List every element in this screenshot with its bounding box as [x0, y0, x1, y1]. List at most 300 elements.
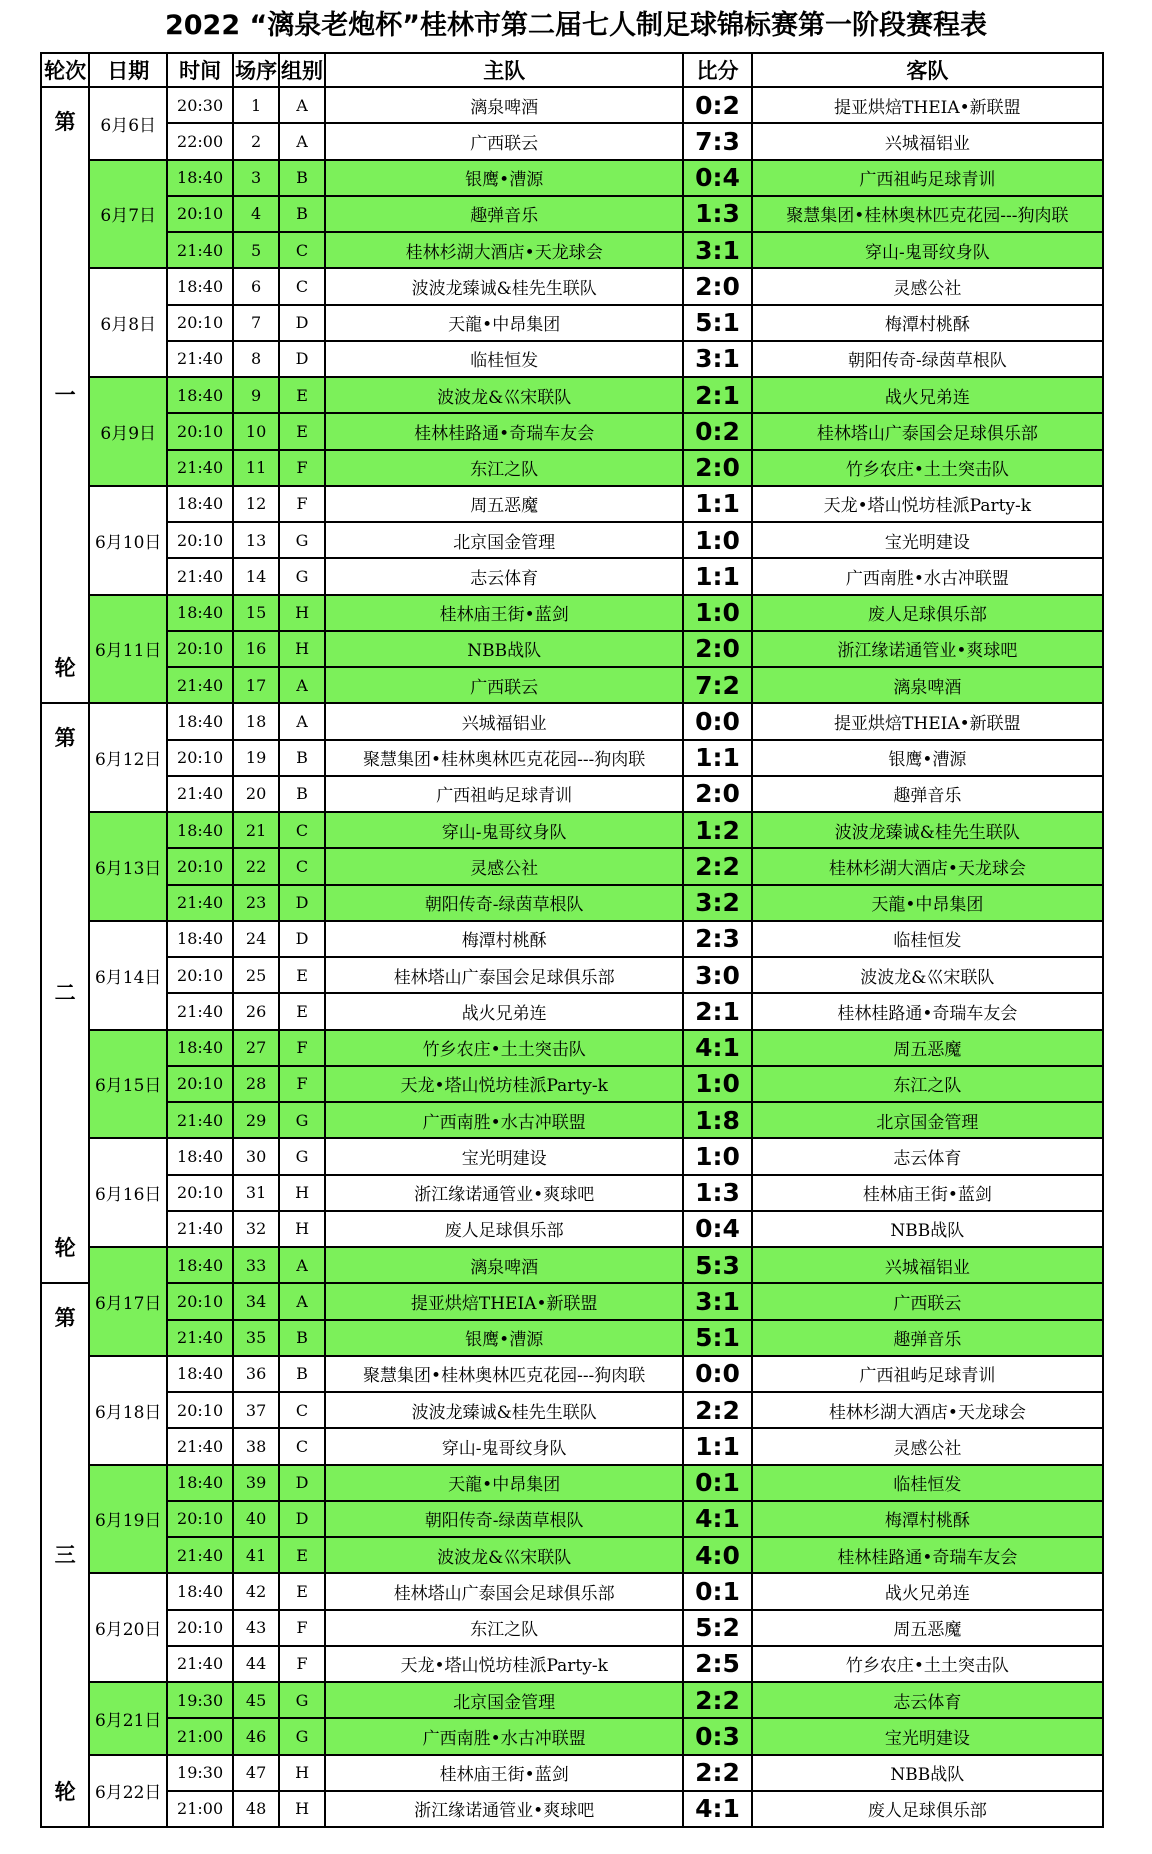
group-cell: B: [279, 740, 325, 776]
away-team-cell: 临桂恒发: [752, 1465, 1103, 1501]
time-cell: 20:10: [167, 522, 233, 558]
match-no-cell: 13: [233, 522, 279, 558]
away-team-cell: 趣弹音乐: [752, 776, 1103, 812]
home-team-cell: 银鹰•漕源: [325, 1320, 683, 1356]
score-cell: 1:3: [683, 1175, 751, 1211]
match-no-cell: 47: [233, 1755, 279, 1791]
match-no-cell: 40: [233, 1501, 279, 1537]
away-team-cell: 废人足球俱乐部: [752, 1791, 1103, 1827]
round-label: [42, 88, 88, 700]
match-no-cell: 11: [233, 450, 279, 486]
time-cell: 20:10: [167, 413, 233, 449]
home-team-cell: 东江之队: [325, 450, 683, 486]
away-team-cell: 穿山-鬼哥纹身队: [752, 232, 1103, 268]
match-row: [41, 957, 1103, 993]
time-cell: 20:10: [167, 631, 233, 667]
group-cell: F: [279, 1610, 325, 1646]
date-cell: 6月17日: [89, 1247, 167, 1356]
score-cell: 2:1: [683, 993, 751, 1029]
score-cell: 4:1: [683, 1501, 751, 1537]
group-cell: G: [279, 1718, 325, 1754]
group-cell: D: [279, 1465, 325, 1501]
round-char: 第: [54, 110, 76, 134]
match-no-cell: 46: [233, 1718, 279, 1754]
time-cell: 18:40: [167, 703, 233, 739]
home-team-cell: 广西联云: [325, 123, 683, 159]
away-team-cell: 广西南胜•水古冲联盟: [752, 558, 1103, 594]
group-cell: H: [279, 1755, 325, 1791]
match-no-cell: 31: [233, 1175, 279, 1211]
date-cell: 6月10日: [89, 486, 167, 595]
home-team-cell: 周五恶魔: [325, 486, 683, 522]
score-cell: 3:1: [683, 1283, 751, 1319]
away-team-cell: 提亚烘焙THEIA•新联盟: [752, 703, 1103, 739]
home-team-cell: 波波龙&巛宋联队: [325, 377, 683, 413]
group-cell: H: [279, 1791, 325, 1827]
score-cell: 0:2: [683, 87, 751, 123]
match-row: [41, 595, 1103, 631]
group-cell: H: [279, 631, 325, 667]
header-round: 轮次: [41, 53, 89, 87]
round-char: 三: [54, 1543, 76, 1568]
match-no-cell: 43: [233, 1610, 279, 1646]
home-team-cell: 灵感公社: [325, 848, 683, 884]
home-team-cell: 广西南胜•水古冲联盟: [325, 1102, 683, 1138]
time-cell: 18:40: [167, 1138, 233, 1174]
match-row: [41, 123, 1103, 159]
score-cell: 2:2: [683, 848, 751, 884]
match-row: [41, 740, 1103, 776]
match-row: [41, 1102, 1103, 1138]
match-no-cell: 34: [233, 1283, 279, 1319]
score-cell: 3:2: [683, 885, 751, 921]
group-cell: B: [279, 776, 325, 812]
score-cell: 1:1: [683, 486, 751, 522]
home-team-cell: 战火兄弟连: [325, 993, 683, 1029]
date-cell: 6月18日: [89, 1356, 167, 1465]
away-team-cell: 桂林杉湖大酒店•天龙球会: [752, 1392, 1103, 1428]
match-no-cell: 30: [233, 1138, 279, 1174]
date-cell: 6月8日: [89, 268, 167, 377]
round-cell: [41, 1283, 89, 1827]
group-cell: D: [279, 885, 325, 921]
match-row: [41, 558, 1103, 594]
away-team-cell: 桂林桂路通•奇瑞车友会: [752, 993, 1103, 1029]
score-cell: 3:1: [683, 341, 751, 377]
date-cell: 6月12日: [89, 703, 167, 812]
date-cell: 6月22日: [89, 1755, 167, 1828]
time-cell: 19:30: [167, 1682, 233, 1718]
score-cell: 1:0: [683, 1066, 751, 1102]
match-row: [41, 631, 1103, 667]
time-cell: 20:10: [167, 1283, 233, 1319]
away-team-cell: 梅潭村桃酥: [752, 305, 1103, 341]
score-cell: 2:0: [683, 776, 751, 812]
match-no-cell: 4: [233, 196, 279, 232]
score-cell: 1:8: [683, 1102, 751, 1138]
away-team-cell: 天龙•塔山悦坊桂派Party-k: [752, 486, 1103, 522]
away-team-cell: 竹乡农庄•土土突击队: [752, 450, 1103, 486]
score-cell: 7:2: [683, 667, 751, 703]
match-no-cell: 7: [233, 305, 279, 341]
time-cell: 18:40: [167, 486, 233, 522]
time-cell: 18:40: [167, 160, 233, 196]
away-team-cell: 周五恶魔: [752, 1610, 1103, 1646]
group-cell: F: [279, 450, 325, 486]
match-row: [41, 377, 1103, 413]
time-cell: 21:40: [167, 1211, 233, 1247]
group-cell: D: [279, 305, 325, 341]
group-cell: C: [279, 1428, 325, 1464]
schedule-table: [40, 52, 1104, 1828]
match-row: [41, 703, 1103, 739]
match-row: [41, 1247, 1103, 1283]
match-row: [41, 1138, 1103, 1174]
score-cell: 5:2: [683, 1610, 751, 1646]
group-cell: H: [279, 1175, 325, 1211]
score-cell: 2:1: [683, 377, 751, 413]
group-cell: B: [279, 1320, 325, 1356]
time-cell: 22:00: [167, 123, 233, 159]
match-row: [41, 1428, 1103, 1464]
match-no-cell: 16: [233, 631, 279, 667]
time-cell: 21:40: [167, 558, 233, 594]
score-cell: 2:2: [683, 1682, 751, 1718]
match-no-cell: 28: [233, 1066, 279, 1102]
header-time: 时间: [167, 53, 233, 87]
home-team-cell: 宝光明建设: [325, 1138, 683, 1174]
schedule-body: [41, 87, 1103, 1827]
home-team-cell: 波波龙臻诚&桂先生联队: [325, 1392, 683, 1428]
round-char: 第: [54, 1306, 76, 1331]
score-cell: 3:0: [683, 957, 751, 993]
time-cell: 18:40: [167, 377, 233, 413]
match-row: [41, 450, 1103, 486]
away-team-cell: 波波龙臻诚&桂先生联队: [752, 812, 1103, 848]
away-team-cell: 志云体育: [752, 1138, 1103, 1174]
group-cell: E: [279, 957, 325, 993]
time-cell: 21:40: [167, 667, 233, 703]
home-team-cell: 桂林庙王街•蓝剑: [325, 595, 683, 631]
group-cell: F: [279, 1066, 325, 1102]
date-cell: 6月15日: [89, 1030, 167, 1139]
away-team-cell: 桂林塔山广泰国会足球俱乐部: [752, 413, 1103, 449]
time-cell: 20:10: [167, 196, 233, 232]
away-team-cell: 浙江缘诺通管业•爽球吧: [752, 631, 1103, 667]
group-cell: G: [279, 1682, 325, 1718]
group-cell: G: [279, 522, 325, 558]
time-cell: 21:40: [167, 776, 233, 812]
away-team-cell: 宝光明建设: [752, 1718, 1103, 1754]
home-team-cell: 天龙•塔山悦坊桂派Party-k: [325, 1646, 683, 1682]
match-row: [41, 486, 1103, 522]
time-cell: 20:10: [167, 1175, 233, 1211]
score-cell: 0:4: [683, 1211, 751, 1247]
away-team-cell: 梅潭村桃酥: [752, 1501, 1103, 1537]
away-team-cell: 周五恶魔: [752, 1030, 1103, 1066]
time-cell: 21:40: [167, 1646, 233, 1682]
score-cell: 2:3: [683, 921, 751, 957]
away-team-cell: NBB战队: [752, 1755, 1103, 1791]
home-team-cell: 聚慧集团•桂林奥林匹克花园---狗肉联: [325, 1356, 683, 1392]
group-cell: E: [279, 1537, 325, 1573]
round-char: 轮: [54, 1236, 76, 1261]
home-team-cell: 广西祖屿足球青训: [325, 776, 683, 812]
match-no-cell: 8: [233, 341, 279, 377]
home-team-cell: 桂林塔山广泰国会足球俱乐部: [325, 1573, 683, 1609]
time-cell: 18:40: [167, 921, 233, 957]
match-no-cell: 18: [233, 703, 279, 739]
score-cell: 1:2: [683, 812, 751, 848]
home-team-cell: 朝阳传奇-绿茵草根队: [325, 885, 683, 921]
group-cell: B: [279, 1356, 325, 1392]
time-cell: 21:40: [167, 993, 233, 1029]
round-char: 一: [54, 383, 76, 408]
time-cell: 18:40: [167, 812, 233, 848]
score-cell: 2:0: [683, 450, 751, 486]
match-no-cell: 38: [233, 1428, 279, 1464]
round-char: 轮: [54, 1780, 76, 1804]
home-team-cell: 漓泉啤酒: [325, 1247, 683, 1283]
score-cell: 7:3: [683, 123, 751, 159]
score-cell: 1:1: [683, 740, 751, 776]
score-cell: 0:3: [683, 1718, 751, 1754]
group-cell: C: [279, 848, 325, 884]
match-row: [41, 776, 1103, 812]
match-no-cell: 39: [233, 1465, 279, 1501]
away-team-cell: 东江之队: [752, 1066, 1103, 1102]
match-row: [41, 885, 1103, 921]
match-no-cell: 32: [233, 1211, 279, 1247]
header-date: 日期: [89, 53, 167, 87]
header-group: 组别: [279, 53, 325, 87]
match-row: [41, 1283, 1103, 1319]
home-team-cell: 浙江缘诺通管业•爽球吧: [325, 1175, 683, 1211]
time-cell: 21:00: [167, 1718, 233, 1754]
home-team-cell: 聚慧集团•桂林奥林匹克花园---狗肉联: [325, 740, 683, 776]
time-cell: 20:10: [167, 1610, 233, 1646]
score-cell: 5:1: [683, 305, 751, 341]
date-cell: 6月16日: [89, 1138, 167, 1247]
match-no-cell: 6: [233, 268, 279, 304]
home-team-cell: 穿山-鬼哥纹身队: [325, 1428, 683, 1464]
group-cell: H: [279, 595, 325, 631]
match-no-cell: 27: [233, 1030, 279, 1066]
group-cell: A: [279, 1247, 325, 1283]
match-row: [41, 848, 1103, 884]
date-cell: 6月13日: [89, 812, 167, 921]
time-cell: 20:10: [167, 1501, 233, 1537]
match-row: [41, 196, 1103, 232]
home-team-cell: 北京国金管理: [325, 1682, 683, 1718]
match-row: [41, 1610, 1103, 1646]
match-row: [41, 1682, 1103, 1718]
match-row: [41, 1755, 1103, 1791]
group-cell: B: [279, 196, 325, 232]
group-cell: H: [279, 1211, 325, 1247]
group-cell: C: [279, 1392, 325, 1428]
match-no-cell: 36: [233, 1356, 279, 1392]
match-no-cell: 20: [233, 776, 279, 812]
score-cell: 5:3: [683, 1247, 751, 1283]
match-row: [41, 1501, 1103, 1537]
home-team-cell: 广西南胜•水古冲联盟: [325, 1718, 683, 1754]
match-no-cell: 3: [233, 160, 279, 196]
score-cell: 2:5: [683, 1646, 751, 1682]
time-cell: 18:40: [167, 268, 233, 304]
header-match-no: 场序: [233, 53, 279, 87]
time-cell: 21:40: [167, 341, 233, 377]
date-cell: 6月9日: [89, 377, 167, 486]
match-row: [41, 921, 1103, 957]
group-cell: D: [279, 1501, 325, 1537]
round-label: [42, 1284, 88, 1824]
score-cell: 0:4: [683, 160, 751, 196]
away-team-cell: 聚慧集团•桂林奥林匹克花园---狗肉联: [752, 196, 1103, 232]
match-no-cell: 44: [233, 1646, 279, 1682]
away-team-cell: 桂林桂路通•奇瑞车友会: [752, 1537, 1103, 1573]
match-row: [41, 522, 1103, 558]
match-row: [41, 305, 1103, 341]
home-team-cell: 银鹰•漕源: [325, 160, 683, 196]
match-row: [41, 1066, 1103, 1102]
group-cell: E: [279, 1573, 325, 1609]
group-cell: G: [279, 558, 325, 594]
header-row: [41, 53, 1103, 87]
group-cell: A: [279, 87, 325, 123]
time-cell: 18:40: [167, 1465, 233, 1501]
home-team-cell: 浙江缘诺通管业•爽球吧: [325, 1791, 683, 1827]
time-cell: 21:40: [167, 1428, 233, 1464]
home-team-cell: 桂林杉湖大酒店•天龙球会: [325, 232, 683, 268]
match-no-cell: 9: [233, 377, 279, 413]
group-cell: C: [279, 812, 325, 848]
match-row: [41, 1356, 1103, 1392]
group-cell: G: [279, 1138, 325, 1174]
group-cell: E: [279, 993, 325, 1029]
match-row: [41, 667, 1103, 703]
match-no-cell: 24: [233, 921, 279, 957]
round-cell: [41, 87, 89, 703]
date-cell: 6月19日: [89, 1465, 167, 1574]
home-team-cell: 东江之队: [325, 1610, 683, 1646]
match-no-cell: 35: [233, 1320, 279, 1356]
match-no-cell: 48: [233, 1791, 279, 1827]
header-away-team: 客队: [752, 53, 1103, 87]
page-title: 2022 “漓泉老炮杯”桂林市第二届七人制足球锦标赛第一阶段赛程表: [164, 10, 988, 41]
time-cell: 20:10: [167, 740, 233, 776]
group-cell: A: [279, 1283, 325, 1319]
score-cell: 0:0: [683, 703, 751, 739]
time-cell: 21:40: [167, 232, 233, 268]
time-cell: 20:30: [167, 87, 233, 123]
date-cell: 6月6日: [89, 87, 167, 160]
away-team-cell: 战火兄弟连: [752, 377, 1103, 413]
home-team-cell: 兴城福铝业: [325, 703, 683, 739]
score-cell: 4:1: [683, 1791, 751, 1827]
match-no-cell: 17: [233, 667, 279, 703]
home-team-cell: 桂林桂路通•奇瑞车友会: [325, 413, 683, 449]
away-team-cell: 广西祖屿足球青训: [752, 160, 1103, 196]
group-cell: E: [279, 413, 325, 449]
away-team-cell: 宝光明建设: [752, 522, 1103, 558]
match-row: [41, 1392, 1103, 1428]
score-cell: 2:0: [683, 631, 751, 667]
home-team-cell: 志云体育: [325, 558, 683, 594]
away-team-cell: 战火兄弟连: [752, 1573, 1103, 1609]
time-cell: 18:40: [167, 1030, 233, 1066]
time-cell: 21:40: [167, 885, 233, 921]
away-team-cell: 波波龙&巛宋联队: [752, 957, 1103, 993]
match-no-cell: 26: [233, 993, 279, 1029]
away-team-cell: 灵感公社: [752, 268, 1103, 304]
date-cell: 6月11日: [89, 595, 167, 704]
group-cell: F: [279, 486, 325, 522]
home-team-cell: 北京国金管理: [325, 522, 683, 558]
round-char: 第: [54, 726, 76, 751]
match-row: [41, 1573, 1103, 1609]
match-no-cell: 14: [233, 558, 279, 594]
date-cell: 6月21日: [89, 1682, 167, 1755]
away-team-cell: 兴城福铝业: [752, 123, 1103, 159]
time-cell: 21:00: [167, 1791, 233, 1827]
match-row: [41, 1465, 1103, 1501]
score-cell: 1:3: [683, 196, 751, 232]
score-cell: 1:0: [683, 1138, 751, 1174]
match-row: [41, 812, 1103, 848]
away-team-cell: 广西联云: [752, 1283, 1103, 1319]
group-cell: G: [279, 1102, 325, 1138]
away-team-cell: 兴城福铝业: [752, 1247, 1103, 1283]
match-row: [41, 1646, 1103, 1682]
match-no-cell: 37: [233, 1392, 279, 1428]
match-no-cell: 5: [233, 232, 279, 268]
match-no-cell: 22: [233, 848, 279, 884]
match-no-cell: 45: [233, 1682, 279, 1718]
group-cell: E: [279, 377, 325, 413]
match-no-cell: 41: [233, 1537, 279, 1573]
group-cell: D: [279, 921, 325, 957]
score-cell: 2:2: [683, 1755, 751, 1791]
time-cell: 20:10: [167, 848, 233, 884]
time-cell: 18:40: [167, 595, 233, 631]
away-team-cell: NBB战队: [752, 1211, 1103, 1247]
home-team-cell: 趣弹音乐: [325, 196, 683, 232]
home-team-cell: 天龍•中昂集团: [325, 1465, 683, 1501]
home-team-cell: 提亚烘焙THEIA•新联盟: [325, 1283, 683, 1319]
home-team-cell: 梅潭村桃酥: [325, 921, 683, 957]
match-no-cell: 15: [233, 595, 279, 631]
round-label: [42, 704, 88, 1280]
header-score: 比分: [683, 53, 751, 87]
match-row: [41, 341, 1103, 377]
away-team-cell: 志云体育: [752, 1682, 1103, 1718]
time-cell: 20:10: [167, 305, 233, 341]
score-cell: 0:1: [683, 1573, 751, 1609]
away-team-cell: 银鹰•漕源: [752, 740, 1103, 776]
home-team-cell: 临桂恒发: [325, 341, 683, 377]
match-row: [41, 232, 1103, 268]
home-team-cell: 朝阳传奇-绿茵草根队: [325, 1501, 683, 1537]
score-cell: 1:1: [683, 1428, 751, 1464]
score-cell: 1:0: [683, 595, 751, 631]
home-team-cell: 波波龙&巛宋联队: [325, 1537, 683, 1573]
away-team-cell: 桂林杉湖大酒店•天龙球会: [752, 848, 1103, 884]
match-row: [41, 993, 1103, 1029]
group-cell: D: [279, 341, 325, 377]
time-cell: 18:40: [167, 1247, 233, 1283]
match-no-cell: 10: [233, 413, 279, 449]
